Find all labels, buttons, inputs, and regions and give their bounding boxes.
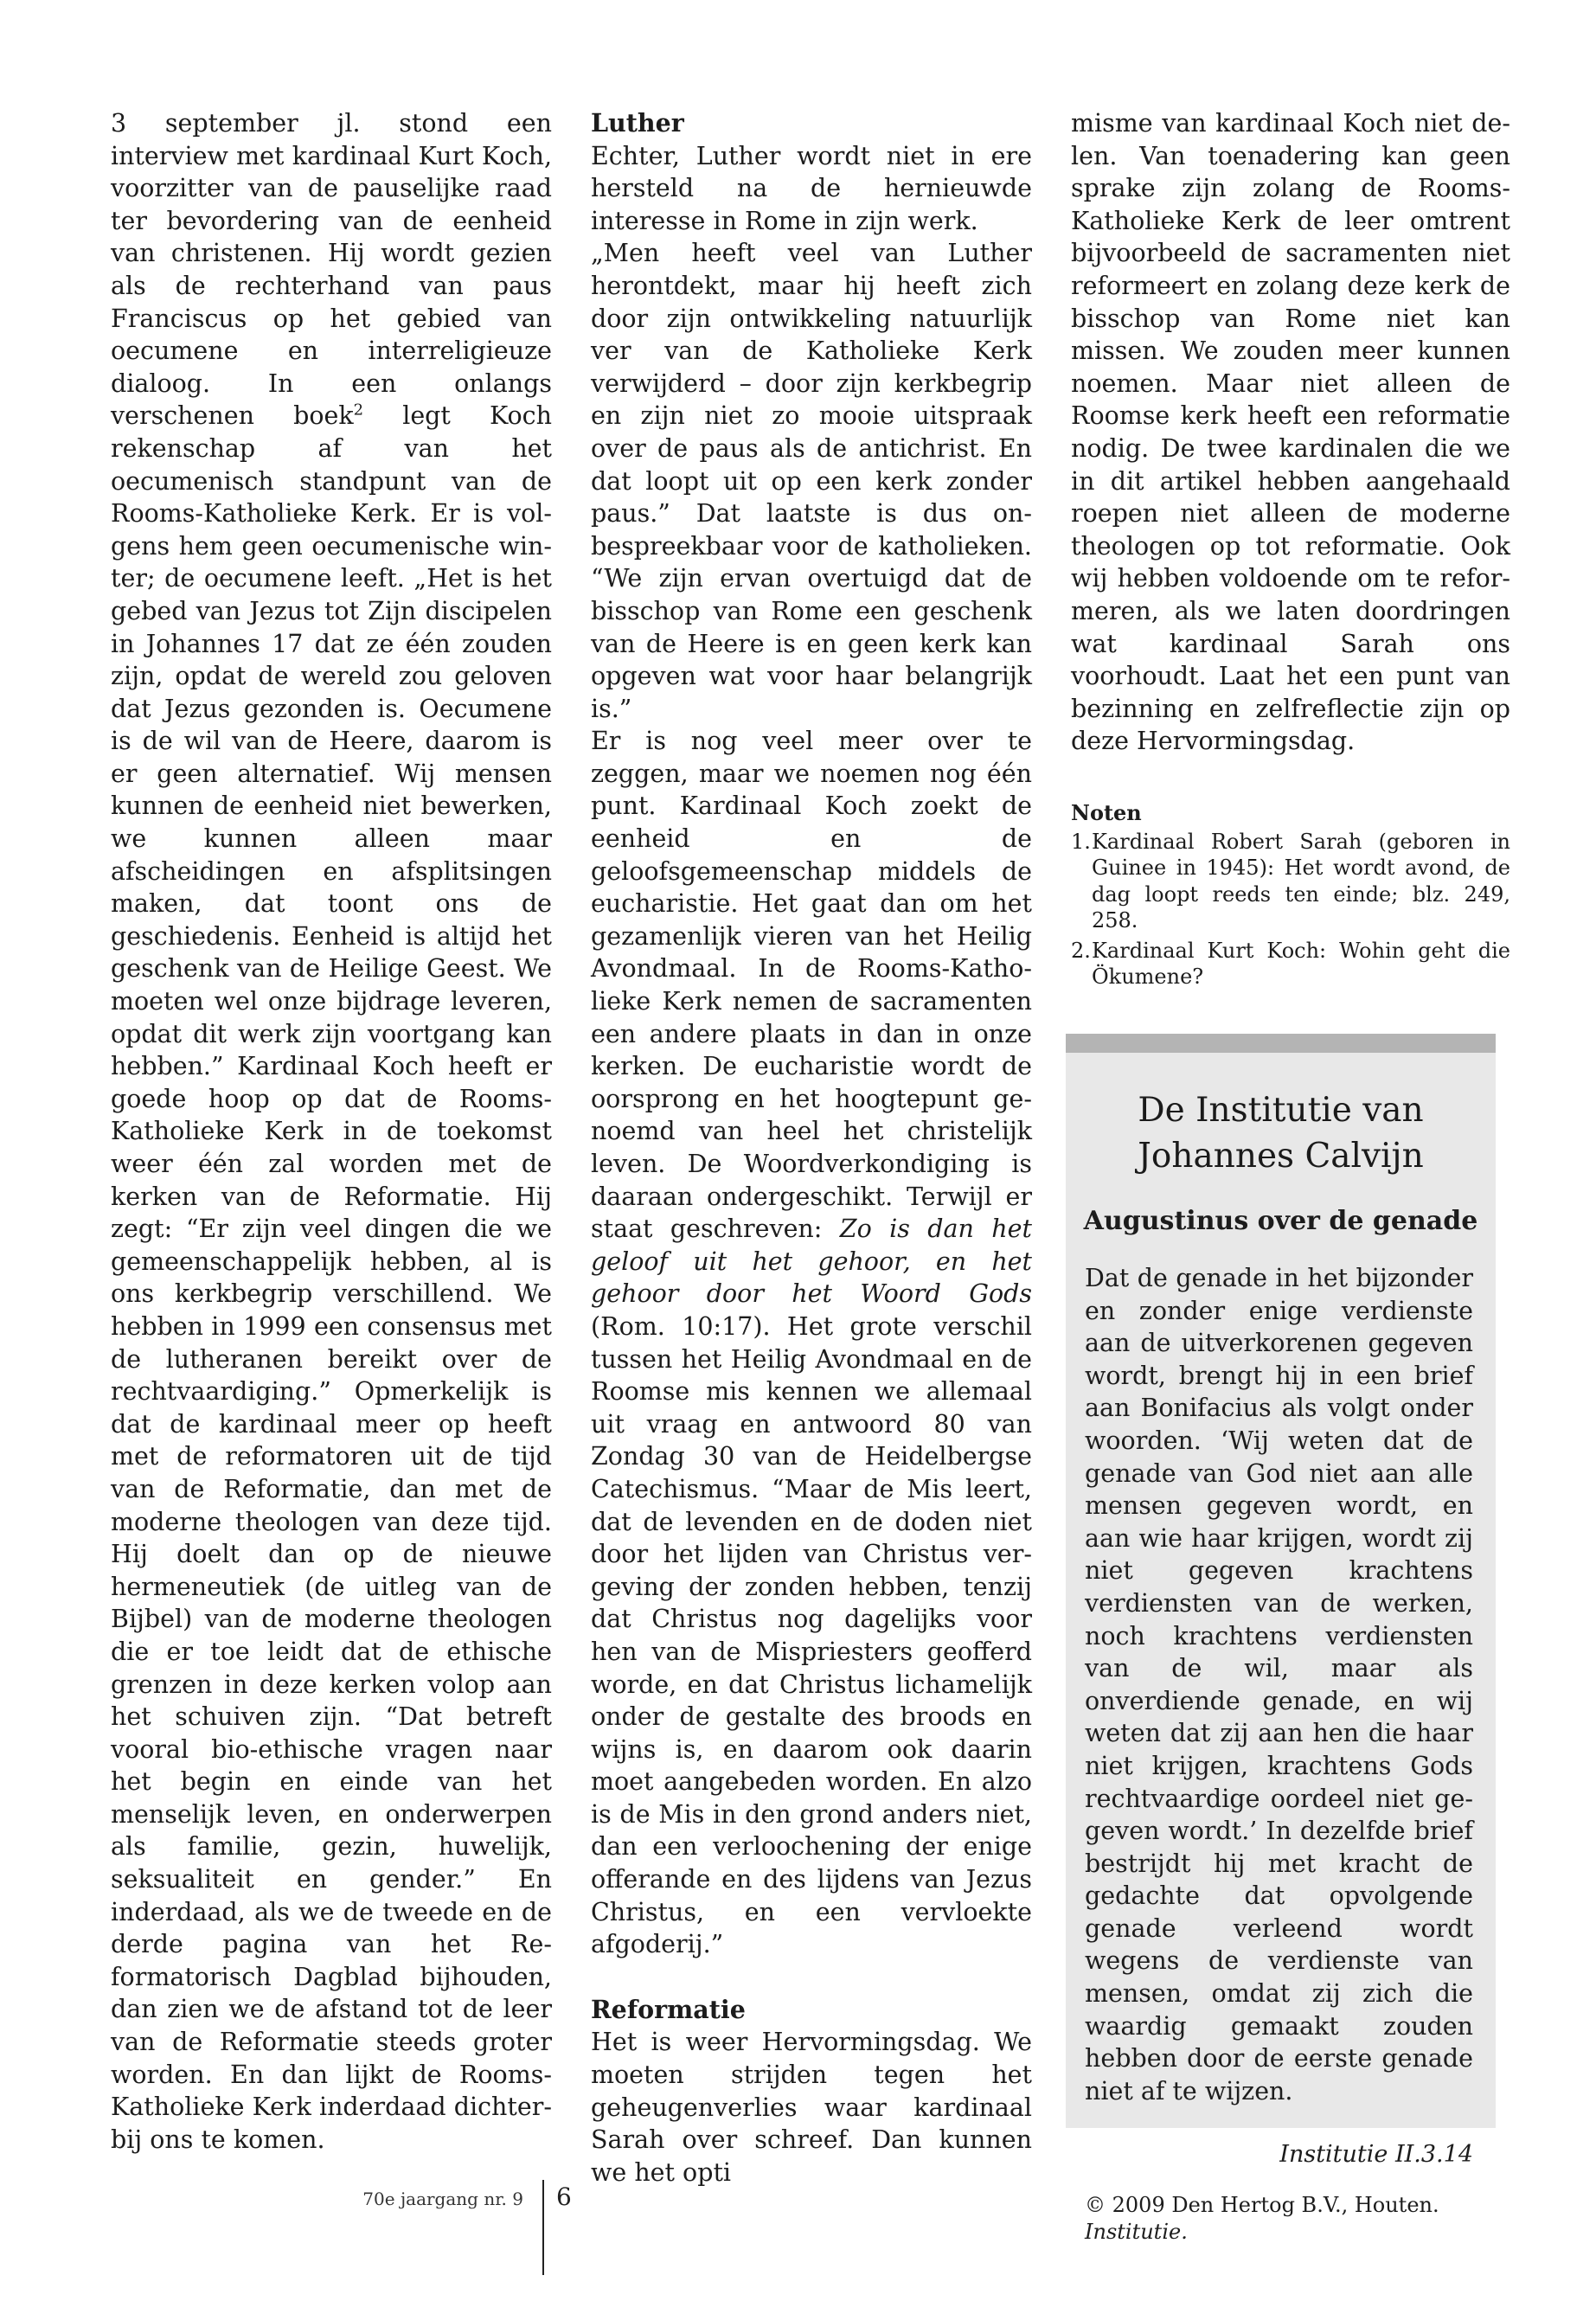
note-number: 2. bbox=[1071, 938, 1091, 963]
sidebar-body: Dat de genade in het bijzonder en zonder enige verdienste aan de uitverkorenen gegeven wordt, brengt hij in een brief aan Bonifacius als volgt onder woorden. ‘Wij weten dat de genade van God niet aan alle mensen gegeven wordt, en aan wie haar krijgen, wordt zij niet gegeven krachtens verdiensten van de werken, noch krachtens verdiensten van de wil, maar als onverdiende genade, en wij weten dat zij aan hen die haar niet krijgen, krachtens Gods rechtvaardige oordeel niet gegeven wordt.’ In dezelfde brief bestrijdt hij met kracht de gedachte dat opvolgende genade verleend wordt wegens de verdienste van mensen, omdat zij zich die waardig gemaakt zouden hebben door de eerste genade niet af te wijzen. bbox=[1085, 1264, 1473, 2106]
footnotes bbox=[1071, 800, 1510, 990]
section-heading-luther: Luther bbox=[591, 108, 684, 138]
intro-text: 3 september jl. stond een interview met kardinaal Kurt Koch, voorzitter van de pauselijke raad ter bevordering van de eenheid van christenen. Hij wordt gezien als de rechterhand van paus Franciscus op het gebied van oecumene en interreligieuze dialoog. In een onlangs verschenen boek bbox=[111, 109, 552, 431]
luther-paragraph-3-b: (Rom. 10:17). Het grote verschil tussen het Heilig Avondmaal en de Roomse mis kennen we allemaal uit vraag en antwoord 80 van Zondag 30 van de Heidelbergse Catechismus. “Maar de Mis leert, dat de levenden en de doden niet door het lijden van Christus vergeving der zonden hebben, tenzij dat Christus nog dagelijks voor hen van de Mispriesters geofferd worde, en dat Christus lichamelijk onder de gestalte des broods en wijns is, en daarom ook daarin moet aangebeden worden. En alzo is de Mis in den grond anders niet, dan een verloochening der enige offerande en des lijdens van Jezus Christus, en een vervloekte afgoderij.” bbox=[591, 1311, 1032, 1959]
note-text: Kardinaal Kurt Koch: Wohin geht die Ökumene? bbox=[1092, 938, 1510, 989]
section-heading-reformatie: Reformatie bbox=[591, 1994, 746, 2024]
publication-name: Institutie. bbox=[1085, 2220, 1188, 2245]
luther-paragraph-1: Echter, Luther wordt niet in ere hersteld na de hernieuwde interesse in Rome in zijn werk. bbox=[591, 141, 1032, 235]
page-number: 6 bbox=[556, 2182, 572, 2211]
conclusion-paragraph: misme van kardinaal Koch niet delen. Van toenadering kan geen sprake zijn zolang de Rooms-Katholieke Kerk de leer omtrent bijvoorbeeld de sacramenten niet reformeert en zolang deze kerk de bisschop van Rome niet kan missen. We zouden meer kunnen noemen. Maar niet alleen de Roomse kerk heeft een reformatie nodig. De twee kardinalen die we in dit artikel hebben aangehaald roepen niet alleen de moderne theologen op tot reformatie. Ook wij hebben voldoende om te reformeren, als we laten doordringen wat kardinaal Sarah ons voorhoudt. Laat het een punt van bezinning en zelfreflectie zijn op deze Hervormingsdag. bbox=[1071, 109, 1510, 756]
scripture-quote: Zo is dan het geloof uit het gehoor, en het gehoor door het Woord Gods bbox=[591, 1215, 1032, 1309]
intro-paragraph bbox=[111, 107, 552, 2156]
luther-paragraph-3-a: Er is nog veel meer over te zeggen, maar we noemen nog één punt. Kardinaal Koch zoekt de eenheid en de geloofsgemeenschap middels de eucharistie. Het gaat dan om het gezamenlijk vieren van het Heilig Avondmaal. In de Rooms-Katholieke Kerk nemen de sacramenten een andere plaats in dan in onze kerken. De eucharistie wordt de oorsprong en het hoogtepunt genoemd van heel het christelijk leven. De Woordverkondiging is daaraan ondergeschikt. Terwijl er staat geschreven: bbox=[591, 727, 1032, 1244]
footer-divider bbox=[542, 2180, 544, 2275]
sidebar-title-line-2: Johannes Calvijn bbox=[1138, 1137, 1424, 1176]
sidebar-title-line-1: De Institutie van bbox=[1138, 1091, 1424, 1130]
luther-paragraph-3 bbox=[591, 725, 1032, 1961]
institutie-sidebar bbox=[1066, 1034, 1496, 2245]
article-column-2 bbox=[591, 107, 1032, 2187]
article-column-1 bbox=[111, 107, 552, 2154]
footnote-ref-2: 2 bbox=[353, 401, 364, 420]
sidebar-title bbox=[1066, 1087, 1496, 1179]
note-text: Kardinaal Robert Sarah (geboren in Guinee in 1945): Het wordt avond, de dag loopt reeds ten einde; blz. 249, 258. bbox=[1092, 829, 1510, 933]
luther-paragraph-2: „Men heeft veel van Luther herontdekt, maar hij heeft zich door zijn ontwikkeling natuurlijk ver van de Katholieke Kerk verwijderd – door zijn kerkbegrip en zijn niet zo mooie uitspraak over de paus als de antichrist. En dat loopt uit op een kerk zonder paus.” Dat laatste is dus onbespreekbaar voor de katholieken. “We zijn ervan overtuigd dat de bisschop van Rome een geschenk van de Heere is en geen kerk kan opgeven wat voor haar belangrijk is.” bbox=[591, 239, 1032, 723]
sidebar-copyright bbox=[1085, 2192, 1473, 2246]
notes-heading: Noten bbox=[1071, 800, 1142, 825]
sidebar-subtitle: Augustinus over de genade bbox=[1083, 1206, 1478, 1236]
copyright-text: © 2009 Den Hertog B.V., Houten. bbox=[1085, 2193, 1439, 2218]
issue-info: 70e jaargang nr. 9 bbox=[362, 2189, 523, 2209]
note-item bbox=[1071, 829, 1510, 934]
sidebar-source: Institutie II.3.14 bbox=[1279, 2141, 1473, 2169]
intro-text-continued: legt Koch rekenschap af van het oecumenisch standpunt van de Rooms-Katholieke Kerk. Er is volgens hem geen oecumenische winter; de oecumene leeft. „Het is het gebed van Jezus tot Zijn discipelen in Johannes 17 dat ze één zouden zijn, opdat de wereld zou geloven dat Jezus gezonden is. Oecumene is de wil van de Heere, daarom is er geen alternatief. Wij mensen kunnen de eenheid niet bewerken, we kunnen alleen maar afscheidingen en afsplitsingen maken, dat toont ons de geschiedenis. Eenheid is altijd het geschenk van de Heilige Geest. We moeten wel onze bijdrage leveren, opdat dit werk zijn voortgang kan hebben.” Kardinaal Koch heeft er goede hoop op dat de Rooms-Katholieke Kerk in de toekomst weer één zal worden met de kerken van de Reformatie. Hij zegt: “Er zijn veel dingen die we gemeenschappelijk hebben, al is ons kerkbegrip verschillend. We hebben in 1999 een consensus met de lutheranen bereikt over de rechtvaardiging.” Opmerkelijk is dat de kardinaal meer op heeft met de reformatoren uit de tijd van de Reformatie, dan met de moderne theologen van deze tijd. Hij doelt dan op de nieuwe hermeneutiek (de uitleg van de Bijbel) van de moderne theologen die er toe leidt dat de ethische grenzen in deze kerken volop aan het schuiven zijn. “Dat betreft vooral bio-ethische vragen naar het begin en einde van het menselijk leven, en onderwerpen als familie, gezin, huwelijk, seksualiteit en gender.” En inderdaad, als we de tweede en de derde pagina van het Reformatorisch Dagblad bijhouden, dan zien we de afstand tot de leer van de Reformatie steeds groter worden. En dan lijkt de Rooms-Katholieke Kerk inderdaad dichterbij ons te komen. bbox=[111, 401, 552, 2154]
note-item bbox=[1071, 938, 1510, 990]
reformatie-paragraph: Het is weer Hervormingsdag. We moeten strijden tegen het geheugenverlies waar kardinaal Sarah over schreef. Dan kunnen we het opti bbox=[591, 2028, 1032, 2187]
note-number: 1. bbox=[1071, 829, 1091, 854]
article-column-3 bbox=[1071, 107, 1510, 782]
